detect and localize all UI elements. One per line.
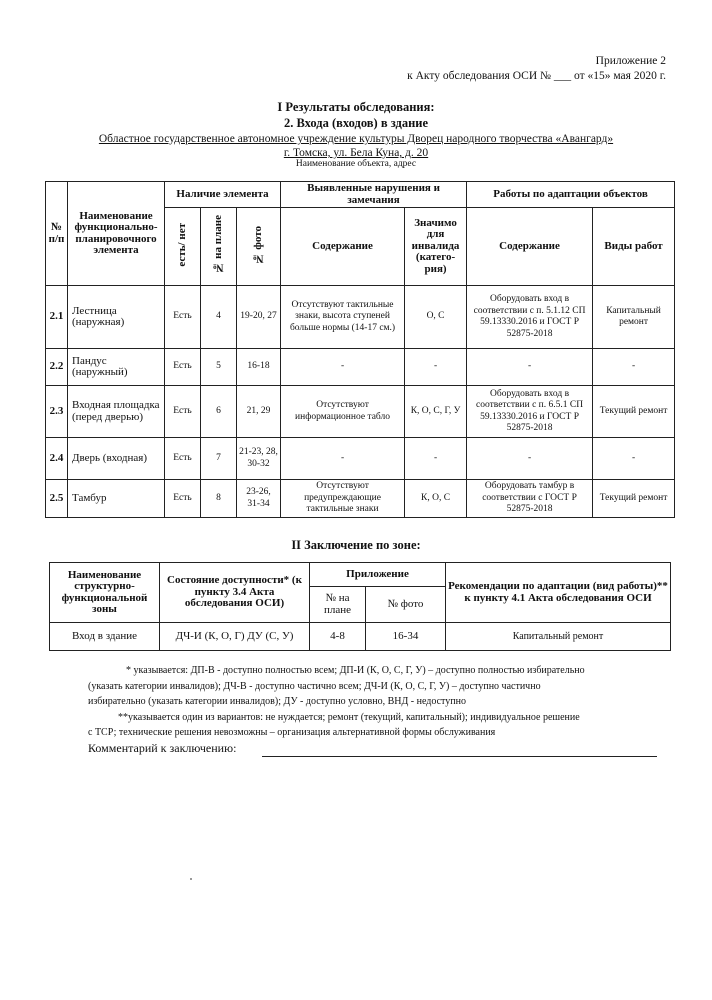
footnote2-line2: с ТСР; технические решения невозможны – организация альтернативной формы обслуживания <box>88 727 496 738</box>
section2-title: II Заключение по зоне: <box>291 538 421 552</box>
comment-label: Комментарий к заключению: <box>88 741 237 755</box>
header-works: Работы по адаптации объектов <box>467 182 675 208</box>
table-row: Вход в здание ДЧ-И (К, О, Г) ДУ (С, У) 4-8 16-34 Капитальный ремонт <box>50 623 671 651</box>
header-works-content: Содержание <box>467 208 593 286</box>
comment-input-line <box>262 756 657 757</box>
header-work-types: Виды работ <box>593 208 675 286</box>
header-recommendations: Рекомендации по адаптации (вид работы)** к пункту 4.1 Акта обследования ОСИ <box>446 563 671 623</box>
scan-speck <box>190 878 192 880</box>
table-row: 2.1 Лестница (наружная) Есть 4 19-20, 27 Отсутствуют тактильные знаки, высота ступеней больше нормы (14-17 см.) О, С Оборудовать вход в соответствии с п. 5.1.12 СП 59.13330.2016 и ГОСТ Р 52875-2018 Капитальный ремонт <box>46 286 675 349</box>
footnote1-line1: * указывается: ДП-В - доступно полностью всем; ДП-И (К, О, С, Г, У) – доступно полностью избирательно <box>126 665 585 676</box>
header-zone: Наименование структурно-функциональной зоны <box>50 563 160 623</box>
header-plan-no: № на плане <box>201 208 237 286</box>
table-row: 2.3 Входная площадка (перед дверью) Есть 6 21, 29 Отсутствуют информационное табло К, О, С, Г, У Оборудовать вход в соответствии с п. 6.5.1 СП 59.13330.2016 и ГОСТ Р 52875-2018 Текущий ремонт <box>46 386 675 438</box>
header-appendix: Приложение <box>310 563 446 587</box>
footnote2-line1: **указывается один из вариантов: не нуждается; ремонт (текущий, капитальный); индивидуальное решение <box>118 711 580 723</box>
header-num: № п/п <box>46 182 68 286</box>
appendix-header <box>407 54 666 84</box>
header-state: Состояние доступности* (к пункту 3.4 Акта обследования ОСИ) <box>160 563 310 623</box>
header-significant: Значимо для инвалида (катего-рия) <box>405 208 467 286</box>
table-row: 2.4 Дверь (входная) Есть 7 21-23, 28, 30-32 - - - - <box>46 438 675 480</box>
header-photo-no: № фото <box>366 587 446 623</box>
section1-title <box>0 99 712 131</box>
results-table <box>45 181 675 518</box>
appendix-line1: Приложение 2 <box>595 55 666 67</box>
object-line2: г. Томска, ул. Бела Куна, д. 20 <box>283 147 429 159</box>
header-name: Наименование функционально-планировочного элемента <box>68 182 165 286</box>
header-yes-no: есть/ нет <box>165 208 201 286</box>
appendix-line2: к Акту обследования ОСИ № ___ от «15» мая 2020 г. <box>407 70 666 82</box>
section1-title-line1: I Результаты обследования: <box>277 100 435 114</box>
header-violation-content: Содержание <box>281 208 405 286</box>
footnote1-line2: (указать категории инвалидов); ДЧ-В - доступно частично всем; ДЧ-И (К, О, С, Г, У) – доступно частично <box>88 680 541 692</box>
object-name <box>0 132 712 160</box>
header-plan-no: № на плане <box>310 587 366 623</box>
object-caption: Наименование объекта, адрес <box>295 159 417 169</box>
header-violations: Выявленные нарушения и замечания <box>281 182 467 208</box>
conclusion-table <box>49 562 671 651</box>
table-row: 2.5 Тамбур Есть 8 23-26, 31-34 Отсутствуют предупреждающие тактильные знаки К, О, С Оборудовать тамбур в соответствии с ГОСТ Р 52875-2018 Текущий ремонт <box>46 480 675 518</box>
footnote1-line3: избирательно (указать категории инвалидов); ДУ - доступно условно, ВНД - недоступно <box>88 696 466 707</box>
footnotes <box>88 663 694 741</box>
object-line1: Областное государственное автономное учреждение культуры Дворец народного творчества «Авангард» <box>98 133 614 145</box>
header-photo-no: № фото <box>237 208 281 286</box>
section1-title-line2: 2. Входа (входов) в здание <box>283 116 429 130</box>
table-row: 2.2 Пандус (наружный) Есть 5 16-18 - - - - <box>46 349 675 386</box>
header-presence: Наличие элемента <box>165 182 281 208</box>
